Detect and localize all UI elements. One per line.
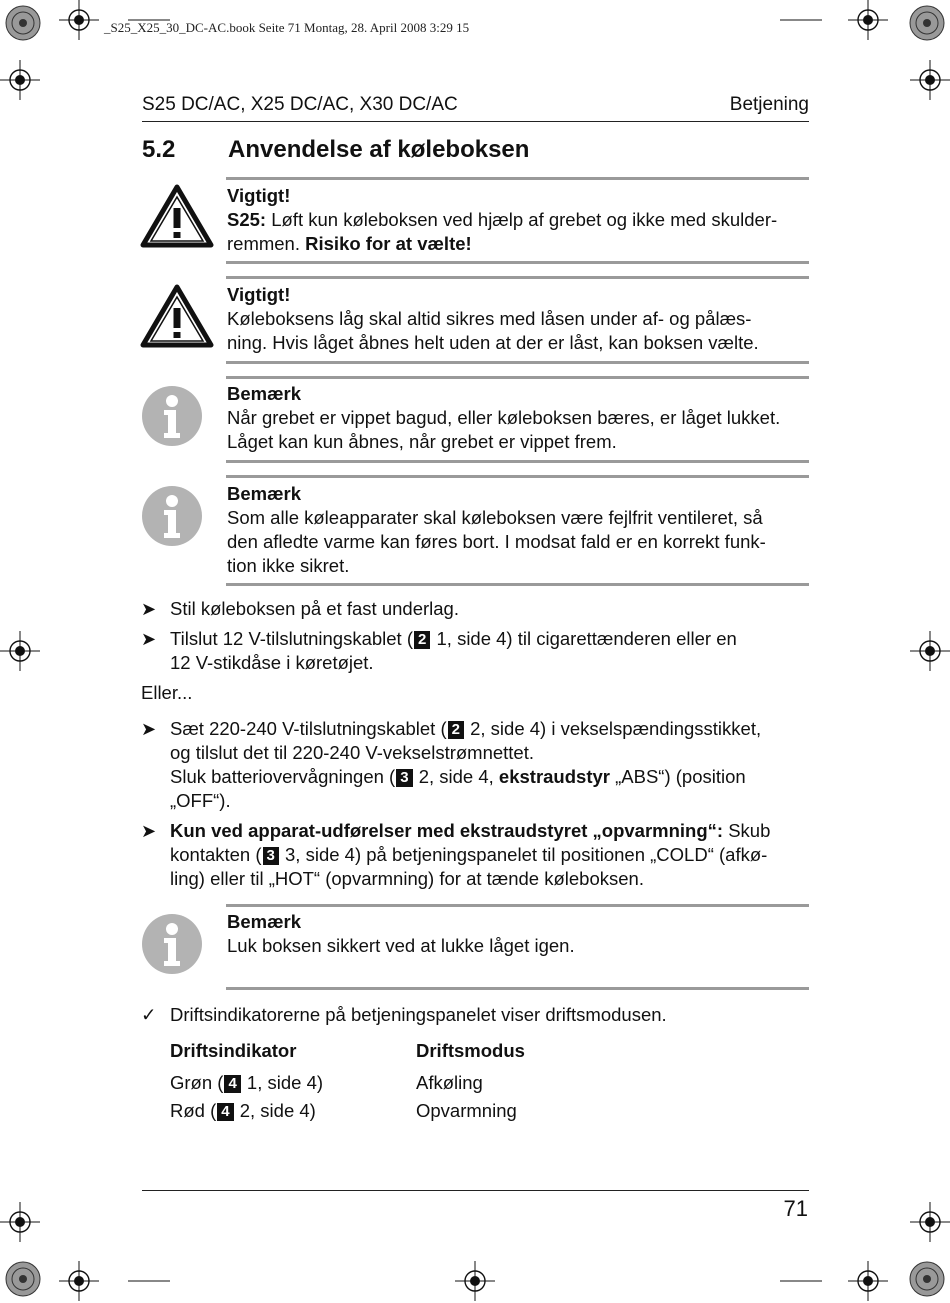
warning-icon xyxy=(140,284,214,348)
warning2-line1: Køleboksens låg skal altid sikres med låsen under af- og pålæs- xyxy=(227,308,752,329)
note2-line1: Som alle køleapparater skal køleboksen være fejlfrit ventileret, så xyxy=(227,507,763,528)
table-header-indicator: Driftsindikator xyxy=(170,1040,297,1061)
warning2-block xyxy=(227,283,809,355)
warning2-line2: ning. Hvis låget åbnes helt uden at der er låst, kan boksen vælte. xyxy=(227,332,759,353)
warning1-title: Vigtigt! xyxy=(227,185,291,206)
section-title: Anvendelse af køleboksen xyxy=(228,136,530,163)
note3-title: Bemærk xyxy=(227,911,302,932)
page-number: 71 xyxy=(783,1196,808,1221)
table-row-mode: Afkøling xyxy=(416,1072,483,1093)
figure-ref-badge: 3 xyxy=(263,847,279,865)
note3-line1: Luk boksen sikkert ved at lukke låget igen. xyxy=(227,935,575,956)
note2-top-rule xyxy=(226,475,809,478)
warning2-bottom-rule xyxy=(226,361,809,364)
figure-ref-badge: 4 xyxy=(217,1103,233,1121)
step2-text: Tilslut 12 V-tilslutningskablet ( 2 1, side 4) til cigarettænderen eller en 12 V-stikdåse i køretøjet. xyxy=(170,628,737,673)
warning1-line1: S25: Løft kun køleboksen ved hjælp af grebet og ikke med skulder- xyxy=(227,209,778,230)
step-arrow-icon: ➤ xyxy=(141,599,157,619)
note2-line2: den afledte varme kan føres bort. I modsat fald er en korrekt funk- xyxy=(227,531,766,552)
warning2-title: Vigtigt! xyxy=(227,284,291,305)
header-rule xyxy=(142,121,809,122)
figure-ref-badge: 2 xyxy=(448,721,464,739)
header-model: S25 DC/AC, X25 DC/AC, X30 DC/AC xyxy=(142,94,458,115)
note3-bottom-rule xyxy=(226,987,809,990)
note3-top-rule xyxy=(226,904,809,907)
figure-ref-badge: 4 xyxy=(224,1075,240,1093)
header-chapter: Betjening xyxy=(729,94,809,115)
step4-text: Kun ved apparat-udførelser med ekstraudstyret „opvarmning“: Skub kontakten ( 3 3, side 4) på betjeningspanelet til positionen „COLD“ (afkø- ling) eller til „HOT“ (opvarmning) for at tænde køleboksen. xyxy=(170,820,771,889)
table-row-mode: Opvarmning xyxy=(416,1100,517,1121)
table-header-mode: Driftsmodus xyxy=(416,1040,525,1061)
note1-line2: Låget kan kun åbnes, når grebet er vippet frem. xyxy=(227,431,617,452)
note3-block xyxy=(227,910,809,958)
note1-title: Bemærk xyxy=(227,383,302,404)
step-arrow-icon: ➤ xyxy=(141,719,157,739)
note2-line3: tion ikke sikret. xyxy=(227,555,350,576)
section-number: 5.2 xyxy=(142,136,176,163)
figure-ref-badge: 3 xyxy=(396,769,412,787)
info-icon xyxy=(141,913,203,975)
step1-text: Stil køleboksen på et fast underlag. xyxy=(170,598,459,619)
info-icon xyxy=(141,485,203,547)
note1-block xyxy=(227,382,809,454)
print-slug: _S25_X25_30_DC-AC.book Seite 71 Montag, 28. April 2008 3:29 15 xyxy=(104,20,470,35)
note1-line1: Når grebet er vippet bagud, eller køleboksen bæres, er låget lukket. xyxy=(227,407,781,428)
warning1-line2: remmen. Risiko for at vælte! xyxy=(227,233,472,254)
note2-block xyxy=(227,482,809,578)
note2-title: Bemærk xyxy=(227,483,302,504)
step-arrow-icon: ➤ xyxy=(141,629,157,649)
note1-bottom-rule xyxy=(226,460,809,463)
table-row-indicator: Rød ( 4 2, side 4) xyxy=(170,1100,316,1121)
or-text: Eller... xyxy=(141,682,193,703)
result-text: Driftsindikatorerne på betjeningspanelet viser driftsmodusen. xyxy=(170,1004,667,1025)
warning1-block xyxy=(227,184,809,256)
step-arrow-icon: ➤ xyxy=(141,821,157,841)
table-row-indicator: Grøn ( 4 1, side 4) xyxy=(170,1072,324,1093)
check-icon: ✓ xyxy=(141,1004,157,1025)
footer-rule xyxy=(142,1190,809,1191)
info-icon xyxy=(141,385,203,447)
warning1-bottom-rule xyxy=(226,261,809,264)
warning-icon xyxy=(140,184,214,248)
figure-ref-badge: 2 xyxy=(414,631,430,649)
note1-top-rule xyxy=(226,376,809,379)
note2-bottom-rule xyxy=(226,583,809,586)
warning1-top-rule xyxy=(226,177,809,180)
step3-text: Sæt 220-240 V-tilslutningskablet ( 2 2, side 4) i vekselspændingsstikket, og tilslut det til 220-240 V-vekselstrømnettet. Sluk batteriovervågningen ( 3 2, side 4, ekstraudstyr „ABS“) (position „OFF“). xyxy=(170,718,762,811)
warning2-top-rule xyxy=(226,276,809,279)
